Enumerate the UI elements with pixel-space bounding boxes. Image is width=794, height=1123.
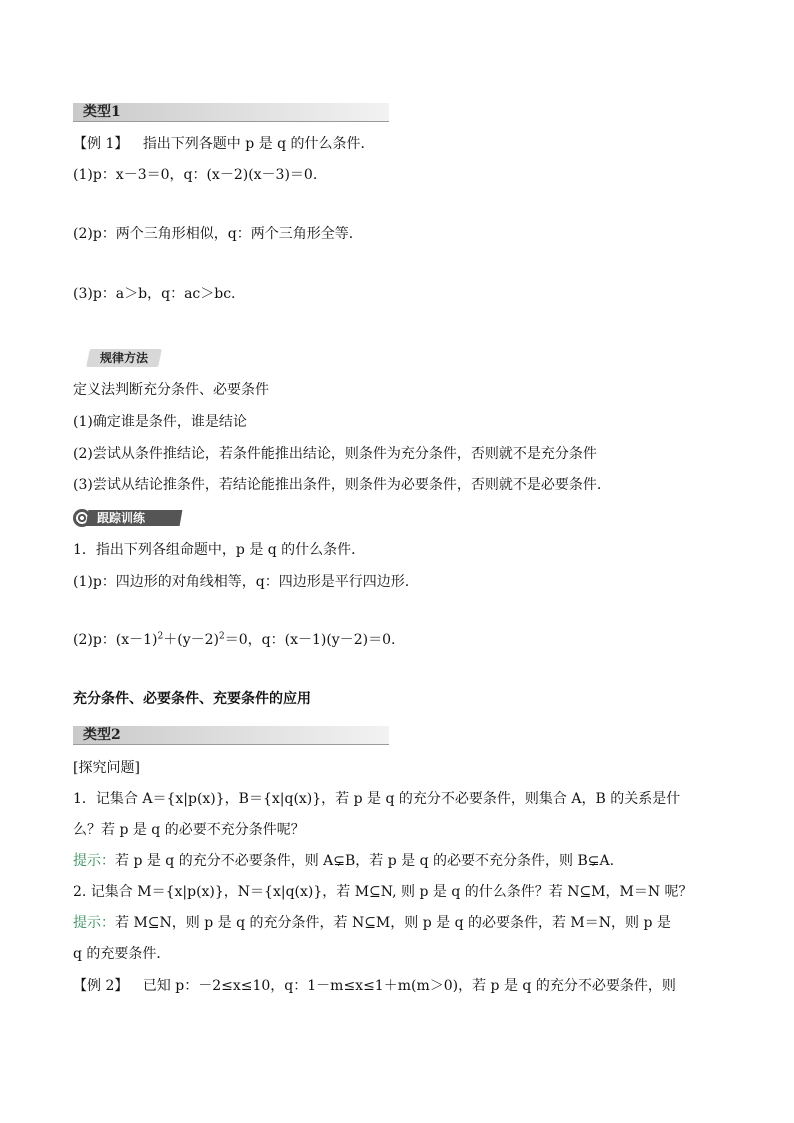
method-badge-label: 规律方法: [99, 351, 148, 365]
example-1-prefix: 【例 1】: [73, 136, 129, 152]
method-title: 定义法判断充分条件、必要条件: [73, 382, 269, 398]
type-banner-2: [73, 726, 389, 745]
method-badge: [86, 349, 162, 367]
explore-question-1-line-1: 1．记集合 A＝{x|p(x)}，B＝{x|q(x)}，若 p 是 q 的充分不必要条件，则集合 A，B 的关系是什: [73, 791, 681, 807]
example-2-text: 已知 p：－2≤x≤10，q：1－m≤x≤1＋m(m＞0)，若 p 是 q 的充分不必要条件，则: [142, 978, 676, 994]
hint-label: 提示：: [73, 853, 115, 869]
hint-2-line-2: q 的充要条件．: [73, 946, 171, 962]
type-label-2: 类型2: [83, 727, 121, 743]
tracking-label: 跟踪训练: [97, 511, 146, 525]
example-1-line: [73, 134, 375, 154]
hint-1-text: 若 p 是 q 的充分不必要条件，则 A⊊B，若 p 是 q 的必要不充分条件，则 B⊊A.: [115, 853, 615, 869]
explore-question-1-line-2: 么？若 p 是 q 的必要不充分条件呢？: [73, 822, 305, 838]
tracking-question-1-1: (1)p：四边形的对角线相等，q：四边形是平行四边形.: [73, 574, 410, 590]
example-1-item-1: (1)p：x－3＝0，q：(x－2)(x－3)＝0.: [73, 167, 318, 183]
explore-question-2: 2. 记集合 M＝{x|p(x)}，N＝{x|q(x)}，若 M⊆N, 则 p 是 q 的什么条件？若 N⊆M，M＝N 呢？: [73, 884, 693, 900]
hint-2-text: 若 M⊆N，则 p 是 q 的充分条件，若 N⊆M，则 p 是 q 的必要条件，若 M＝N，则 p 是: [115, 915, 671, 931]
tracking-question-1-2: (2)p：$(x-1)^2+(y-2)^2=0$，q：(x－1)(y－2)＝0.: [73, 631, 396, 648]
explore-header: [探究问题]: [73, 760, 140, 776]
method-item-2: (2)尝试从条件推结论，若条件能推出结论，则条件为充分条件，否则就不是充分条件: [73, 446, 597, 462]
example-1-item-3: (3)p：a＞b，q：ac＞bc.: [73, 286, 236, 302]
example-1-text: 指出下列各题中 p 是 q 的什么条件．: [142, 136, 375, 152]
hint-1: [73, 851, 614, 871]
method-item-1: (1)确定谁是条件，谁是结论: [73, 414, 247, 430]
example-1-item-2: (2)p：两个三角形相似，q：两个三角形全等．: [73, 226, 363, 242]
type-banner-1: [73, 103, 389, 122]
hint-2-line-1: [73, 913, 671, 933]
section-title: 充分条件、必要条件、充要条件的应用: [73, 691, 311, 707]
hint-label: 提示：: [73, 915, 115, 931]
example-2-prefix: 【例 2】: [73, 978, 129, 994]
type-label-1: 类型1: [83, 104, 121, 120]
example-2-line: [73, 976, 676, 996]
tracking-question-1: 1．指出下列各组命题中，p 是 q 的什么条件．: [73, 542, 366, 558]
method-item-3: (3)尝试从结论推条件，若结论能推出条件，则条件为必要条件，否则就不是必要条件.: [73, 477, 602, 493]
